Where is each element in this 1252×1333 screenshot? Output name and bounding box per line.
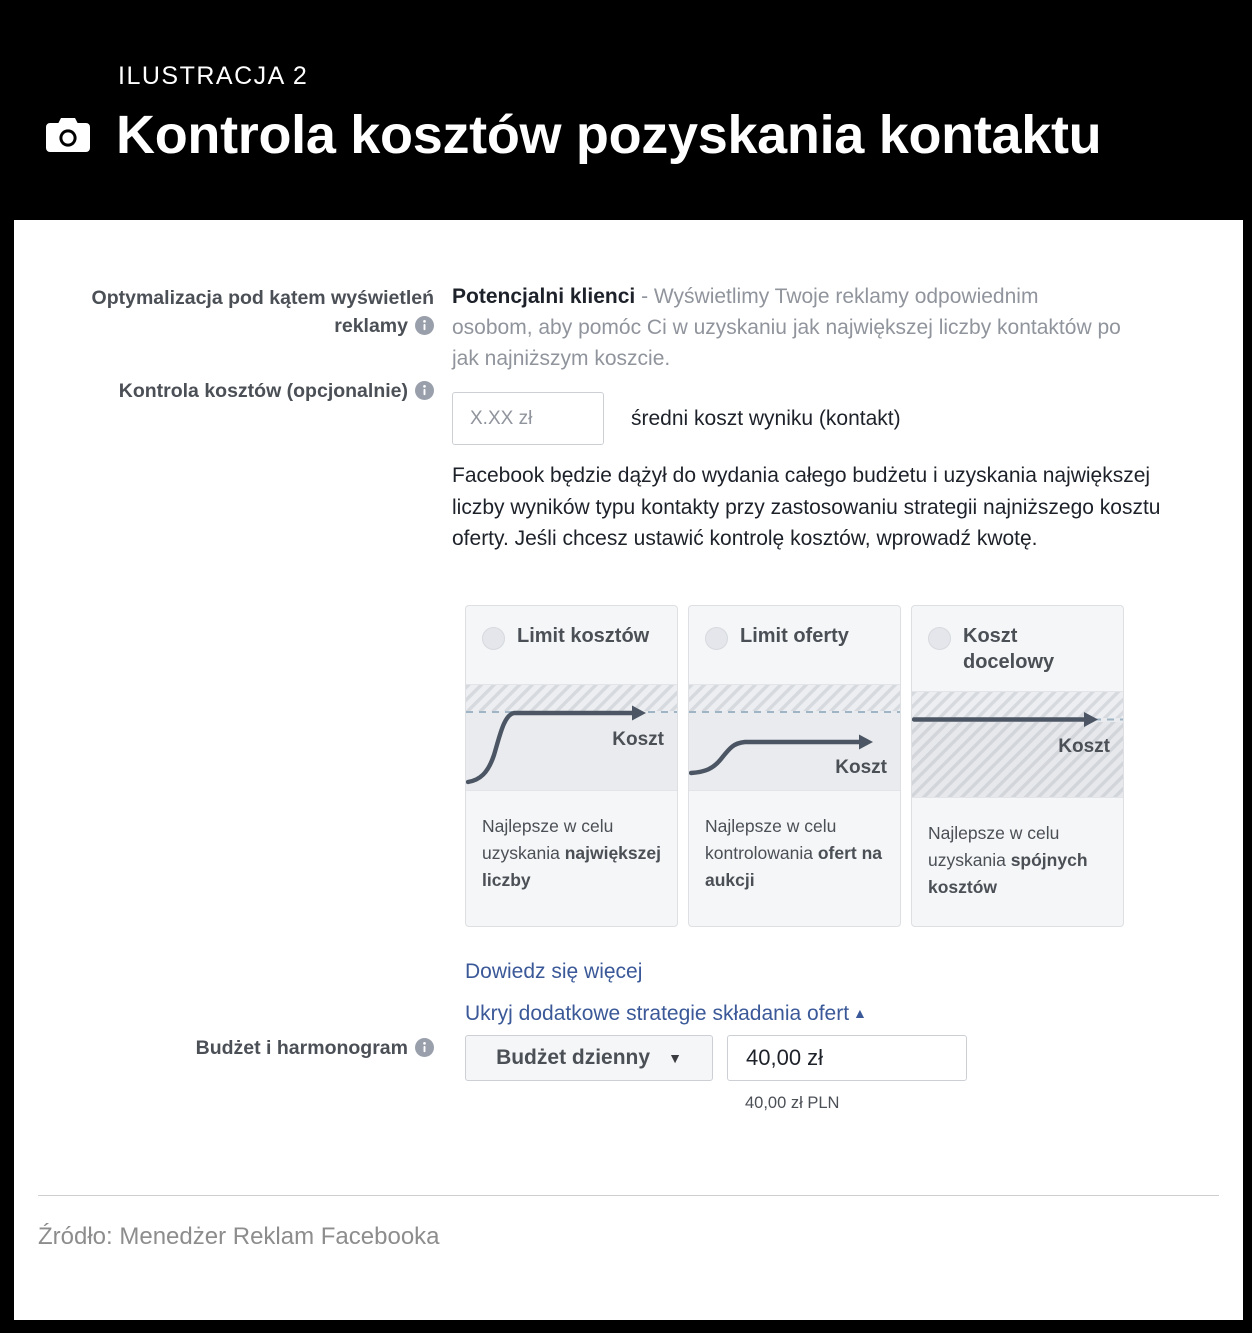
budget-amount-input[interactable]	[727, 1035, 967, 1081]
strategy-desc-bold: spójnych kosztów	[928, 850, 1088, 898]
footer-divider	[38, 1195, 1219, 1196]
info-icon[interactable]	[415, 316, 434, 335]
bid-strategy-cards	[465, 605, 1124, 927]
strategy-card-description	[912, 798, 1123, 925]
figure-header	[0, 0, 1252, 220]
info-icon[interactable]	[415, 381, 434, 400]
label-cost-control	[14, 378, 434, 406]
budget-amount-value: 40,00 zł	[746, 1045, 824, 1070]
figure-kicker: ILUSTRACJA 2	[118, 62, 309, 90]
screenshot-panel	[14, 220, 1243, 1320]
strategy-card-description	[466, 791, 677, 918]
optimization-value-highlight: Potencjalni klienci	[452, 285, 636, 308]
strategy-card-title: Koszt docelowy	[963, 625, 1055, 673]
hide-strategies-label: Ukryj dodatkowe strategie składania ofert	[465, 1002, 850, 1025]
figure-title: Kontrola kosztów pozyskania kontaktu	[116, 105, 1102, 165]
strategy-card-bid-cap[interactable]	[688, 605, 901, 927]
strategy-graphic-label: Koszt	[1058, 736, 1110, 758]
optimization-value	[452, 282, 1124, 375]
strategy-graphic-label: Koszt	[835, 757, 887, 778]
budget-currency-helper: 40,00 zł PLN	[745, 1094, 840, 1112]
strategy-card-description	[689, 791, 900, 918]
label-budget-schedule	[14, 1035, 434, 1063]
cost-control-input[interactable]	[452, 392, 604, 445]
label-cost-control-text: Kontrola kosztów (opcjonalnie)	[118, 380, 408, 402]
strategy-radio-target-cost[interactable]	[928, 627, 951, 650]
optimization-value-rest: - Wyświetlimy Twoje reklamy odpowiednim osobom, aby pomóc Ci w uzyskaniu jak największej liczby kontaktów po jak najniższym koszcie.	[452, 285, 1121, 370]
camera-icon	[44, 115, 92, 155]
strategy-radio-bid-cap[interactable]	[705, 627, 728, 650]
chevron-up-icon: ▲	[853, 1005, 867, 1021]
strategy-desc-normal: Najlepsze w celu kontrolowania	[705, 816, 837, 864]
cost-control-caption: średni koszt wyniku (kontakt)	[631, 406, 901, 430]
strategy-graphic-cost-cap	[466, 684, 677, 791]
strategy-graphic-label: Koszt	[612, 729, 664, 750]
strategy-card-header[interactable]	[912, 606, 1123, 691]
budget-amount-wrap	[727, 1035, 967, 1113]
strategy-desc-normal: Najlepsze w celu uzyskania	[928, 823, 1060, 871]
learn-more-link[interactable]: Dowiedz się więcej	[465, 960, 643, 983]
cost-control-description: Facebook będzie dążył do wydania całego budżetu i uzyskania największej liczby wyników typu kontakty przy zastosowaniu strategii najniższego kosztu oferty. Jeśli chcesz ustawić kontrolę kosztów, wprowadź kwotę.	[452, 464, 1161, 550]
cost-control-row	[452, 392, 901, 445]
strategy-radio-cost-cap[interactable]	[482, 627, 505, 650]
info-icon[interactable]	[415, 1038, 434, 1057]
cost-control-input-placeholder: X.XX zł	[470, 407, 533, 429]
strategy-card-cost-cap[interactable]	[465, 605, 678, 927]
label-optimization-text: Optymalizacja pod kątem wyświetleń reklamy	[91, 287, 434, 337]
strategy-card-header[interactable]	[689, 606, 900, 684]
chevron-down-icon: ▼	[668, 1050, 682, 1066]
ads-manager-form	[14, 220, 1243, 1180]
strategy-desc-normal: Najlepsze w celu uzyskania	[482, 816, 614, 864]
strategy-card-title: Limit oferty	[740, 625, 849, 647]
strategy-desc-bold: największej liczby	[482, 843, 661, 891]
budget-type-value: Budżet dzienny	[496, 1046, 651, 1069]
budget-type-select[interactable]	[465, 1035, 713, 1081]
hide-strategies-link[interactable]	[465, 1002, 867, 1026]
label-budget-schedule-text: Budżet i harmonogram	[195, 1037, 408, 1059]
strategy-card-header[interactable]	[466, 606, 677, 684]
label-optimization	[14, 285, 434, 340]
strategy-card-target-cost[interactable]	[911, 605, 1124, 927]
strategy-desc-bold: ofert na aukcji	[705, 843, 883, 891]
budget-row	[465, 1035, 967, 1113]
strategy-card-title: Limit kosztów	[517, 625, 650, 647]
strategy-graphic-bid-cap	[689, 684, 900, 791]
figure-title-row	[44, 105, 1102, 165]
strategy-graphic-target-cost	[912, 691, 1123, 798]
figure-source: Źródło: Menedżer Reklam Facebooka	[38, 1223, 440, 1250]
